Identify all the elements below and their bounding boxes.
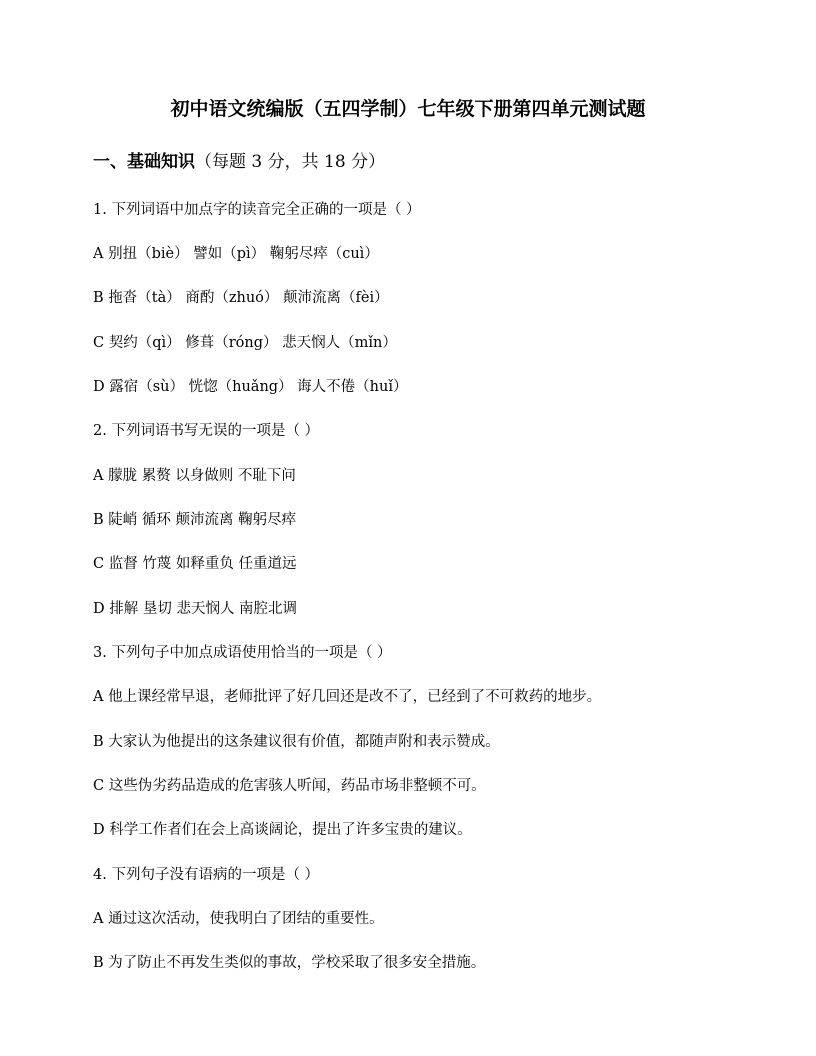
question-2-option-c: C 监督 竹蔑 如释重负 任重道远 xyxy=(93,556,297,572)
question-3-option-c: C 这些伪劣药品造成的危害骇人听闻，药品市场非整顿不可。 xyxy=(93,778,486,794)
section-heading-label: 一、基础知识 xyxy=(93,152,195,172)
question-4-option-b: B 为了防止不再发生类似的事故，学校采取了很多安全措施。 xyxy=(93,955,486,971)
question-1-option-d: D 露宿（sù） 恍惚（huǎng） 诲人不倦（huǐ） xyxy=(93,379,408,395)
document-title: 初中语文统编版（五四学制）七年级下册第四单元测试题 xyxy=(170,98,646,120)
question-4-stem: 4. 下列句子没有语病的一项是（ ） xyxy=(93,867,320,883)
question-2-option-d: D 排解 垦切 悲天悯人 南腔北调 xyxy=(93,601,298,617)
question-3-option-d: D 科学工作者们在会上高谈阔论，提出了许多宝贵的建议。 xyxy=(93,822,472,838)
question-4-option-a: A 通过这次活动，使我明白了团结的重要性。 xyxy=(93,911,384,927)
question-2-option-a: A 朦胧 累赘 以身做则 不耻下问 xyxy=(93,468,296,484)
question-1-option-c: C 契约（qì） 修葺（róng） 悲天悯人（mǐn） xyxy=(93,335,397,351)
question-1-option-a: A 别扭（biè） 譬如（pì） 鞠躬尽瘁（cuì） xyxy=(93,246,379,262)
question-1-stem: 1. 下列词语中加点字的读音完全正确的一项是（ ） xyxy=(93,202,421,218)
section-heading-note: （每题 3 分，共 18 分） xyxy=(195,152,386,172)
question-2-stem: 2. 下列词语书写无误的一项是（ ） xyxy=(93,423,320,439)
question-3-option-b: B 大家认为他提出的这条建议很有价值，都随声附和表示赞成。 xyxy=(93,734,500,750)
question-3-stem: 3. 下列句子中加点成语使用恰当的一项是（ ） xyxy=(93,645,392,661)
section-heading xyxy=(93,149,385,175)
question-1-option-b: B 拖沓（tà） 商酌（zhuó） 颠沛流离（fèi） xyxy=(93,290,389,306)
question-2-option-b: B 陡峭 循环 颠沛流离 鞠躬尽瘁 xyxy=(93,512,297,528)
question-3-option-a: A 他上课经常早退，老师批评了好几回还是改不了，已经到了不可救药的地步。 xyxy=(93,689,602,705)
